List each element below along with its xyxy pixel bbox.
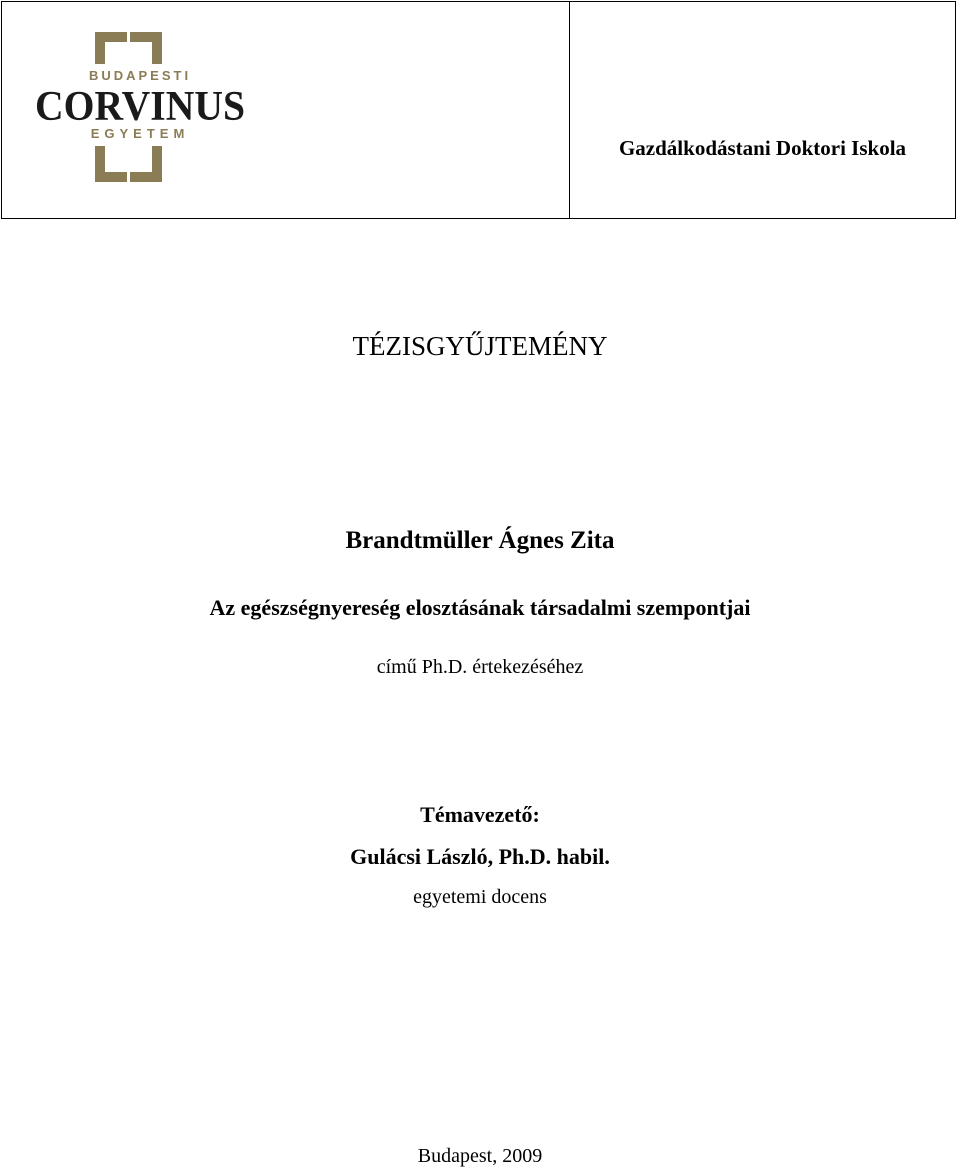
logo-line2: CORVINUS	[35, 84, 245, 130]
logo-line1: BUDAPESTI	[88, 68, 192, 83]
supervisor-label: Témavezető:	[420, 802, 540, 827]
author-name: Brandtmüller Ágnes Zita	[345, 527, 615, 554]
thesis-title: Az egészségnyereség elosztásának társadalmi szempontjai	[209, 595, 751, 620]
corvinus-logo-graphic	[32, 28, 252, 188]
header-divider	[569, 2, 570, 218]
thesis-subtitle: című Ph.D. értekezéséhez	[376, 656, 584, 678]
logo-line3: EGYETEM	[90, 126, 190, 141]
corvinus-logo	[32, 28, 252, 188]
document-title: TÉZISGYŰJTEMÉNY	[352, 331, 608, 361]
place-date: Budapest, 2009	[417, 1145, 543, 1167]
school-name: Gazdálkodástani Doktori Iskola	[618, 136, 907, 160]
supervisor-name: Gulácsi László, Ph.D. habil.	[350, 844, 610, 869]
supervisor-rank: egyetemi docens	[413, 886, 547, 908]
header-box	[1, 1, 956, 219]
